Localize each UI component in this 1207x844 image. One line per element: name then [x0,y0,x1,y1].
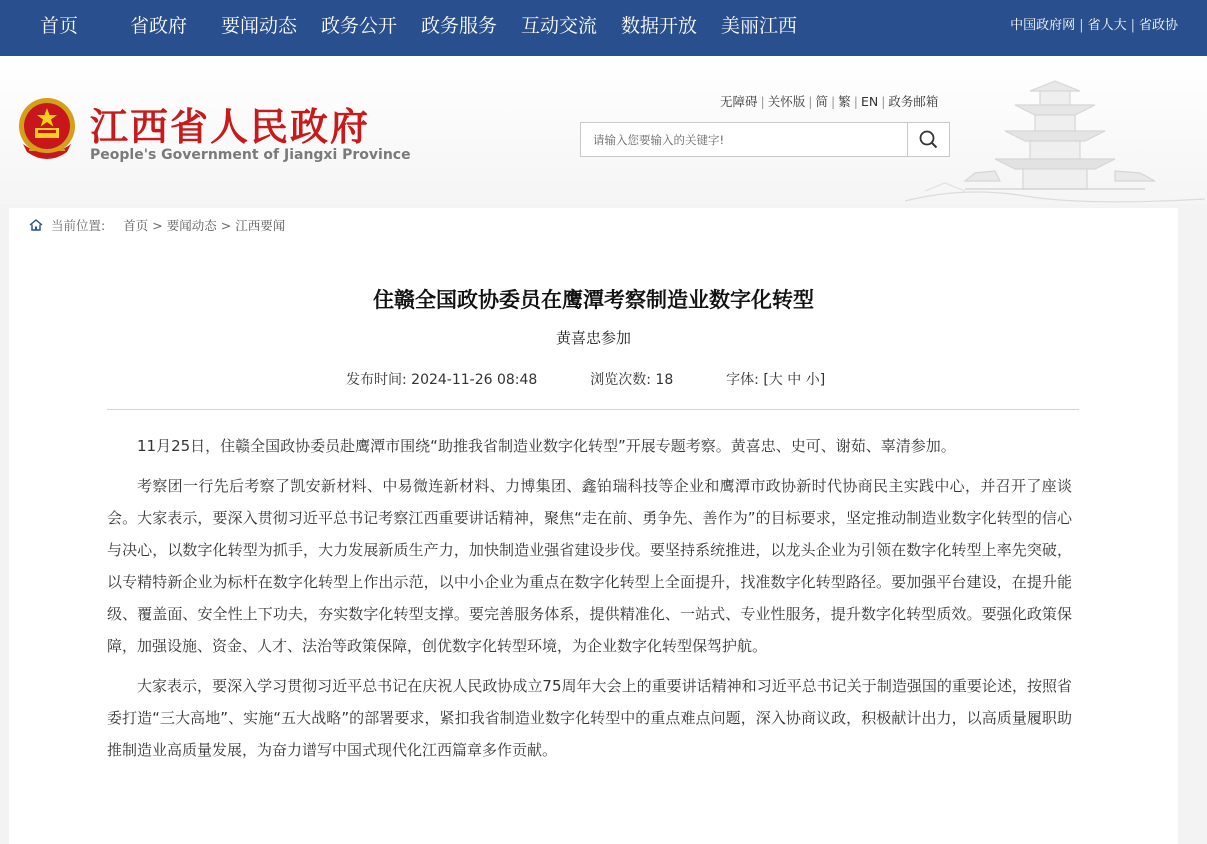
separator: | [830,94,836,109]
search-icon [908,123,950,156]
pavilion-illustration [905,71,1205,204]
article-paragraph: 考察团一行先后考察了凯安新材料、中易微连新材料、力博集团、鑫铂瑞科技等企业和鹰潭市政协新时代协商民主实践中心，并召开了座谈会。大家表示，要深入贯彻习近平总书记考察江西重要讲话精神，聚焦“走在前、勇争先、善作为”的目标要求，坚定推动制造业数字化转型的信心与决心，以数字化转型为抓手，大力发展新质生产力，加快制造业强省建设步伐。要坚持系统推进，以龙头企业为引领在数字化转型上率先突破，以专精特新企业为标杆在数字化转型上作出示范，以中小企业为重点在数字化转型上全面提升，找准数字化转型路径。要加强平台建设，在提升能级、覆盖面、安全性上下功夫，夯实数字化转型支撑。要完善服务体系，提供精准化、一站式、专业性服务，提升数字化转型质效。要强化政策保障，加强设施、资金、人才、法治等政策保障，创优数字化转型环境，为企业数字化转型保驾护航。 [107,477,1072,655]
nav-item-home[interactable]: 首页 [40,15,79,37]
article-title: 住赣全国政协委员在鹰潭考察制造业数字化转型 [373,288,814,312]
breadcrumb-jiangxi-news[interactable]: 江西要闻 [235,218,286,233]
nav-item-beautiful-jiangxi[interactable]: 美丽江西 [721,15,798,37]
breadcrumb-separator: > [220,218,232,233]
article-container [9,208,1178,844]
breadcrumb-label: 当前位置: [51,218,106,233]
publish-time-label: 发布时间: [346,372,407,388]
link-english[interactable]: EN [860,94,879,109]
site-subtitle: People's Government of Jiangxi Province [90,147,411,163]
nav-item-province-gov[interactable]: 省政府 [130,15,188,37]
separator: | [881,94,886,109]
link-simplified[interactable]: 简 [815,94,828,109]
link-china-gov[interactable]: 中国政府网 [1010,18,1076,33]
separator: | [808,94,813,109]
publish-time: 2024-11-26 08:48 [411,372,538,388]
site-title[interactable]: 江西省人民政府 [90,105,371,149]
top-external-links [1010,0,1178,52]
link-gov-mailbox[interactable]: 政务邮箱 [888,94,939,109]
separator: | [1079,18,1084,33]
national-emblem-icon [15,96,79,162]
font-size-label: 字体: [726,372,759,388]
view-count-label: 浏览次数: [590,372,651,388]
nav-item-gov-services[interactable]: 政务服务 [421,15,498,37]
nav-item-gov-affairs[interactable]: 政务公开 [321,15,398,37]
font-size-large-button[interactable]: 大 [768,372,783,388]
link-provincial-congress[interactable]: 省人大 [1087,18,1127,33]
view-count: 18 [655,372,674,388]
article-paragraph: 大家表示，要深入学习贯彻习近平总书记在庆祝人民政协成立75周年大会上的重要讲话精神和习近平总书记关于制造强国的重要论述，按照省委打造“三大高地”、实施“五大战略”的部署要求，紧扣我省制造业数字化转型中的重点难点问题，深入协商议政，积极献计出力，以高质量履职助推制造业高质量发展，为奋力谱写中国式现代化江西篇章多作贡献。 [107,677,1072,759]
separator: | [760,94,765,109]
link-provincial-cppcc[interactable]: 省政协 [1138,18,1178,33]
font-size-bracket: [ [763,372,769,388]
divider [107,409,1079,410]
separator: | [1130,18,1135,33]
article-body [107,430,1072,774]
search-button[interactable] [907,123,949,156]
site-header [0,56,1207,204]
top-nav-bar [0,0,1207,56]
nav-item-open-data[interactable]: 数据开放 [621,15,698,37]
breadcrumb [29,218,285,234]
home-icon [29,219,43,231]
separator: | [853,94,858,109]
font-size-bracket: ] [819,372,826,388]
link-accessibility[interactable]: 无障碍 [720,94,758,109]
utility-links [720,92,938,110]
article-author: 黄喜忠参加 [555,329,631,347]
font-size-medium-button[interactable]: 中 [787,372,802,388]
nav-item-interaction[interactable]: 互动交流 [521,15,598,37]
link-care-mode[interactable]: 关怀版 [767,94,806,109]
link-traditional[interactable]: 繁 [838,94,851,109]
breadcrumb-home[interactable]: 首页 [123,218,149,233]
article-meta [346,369,825,389]
breadcrumb-separator: > [152,218,163,233]
search-box [580,122,950,157]
article-paragraph: 11月25日，住赣全国政协委员赴鹰潭市围绕“助推我省制造业数字化转型”开展专题考察。黄喜忠、史可、谢茹、辜清参加。 [137,437,956,455]
font-size-small-button[interactable]: 小 [805,372,820,388]
nav-item-news[interactable]: 要闻动态 [221,15,298,37]
search-input[interactable] [581,123,907,156]
breadcrumb-news[interactable]: 要闻动态 [166,218,217,233]
